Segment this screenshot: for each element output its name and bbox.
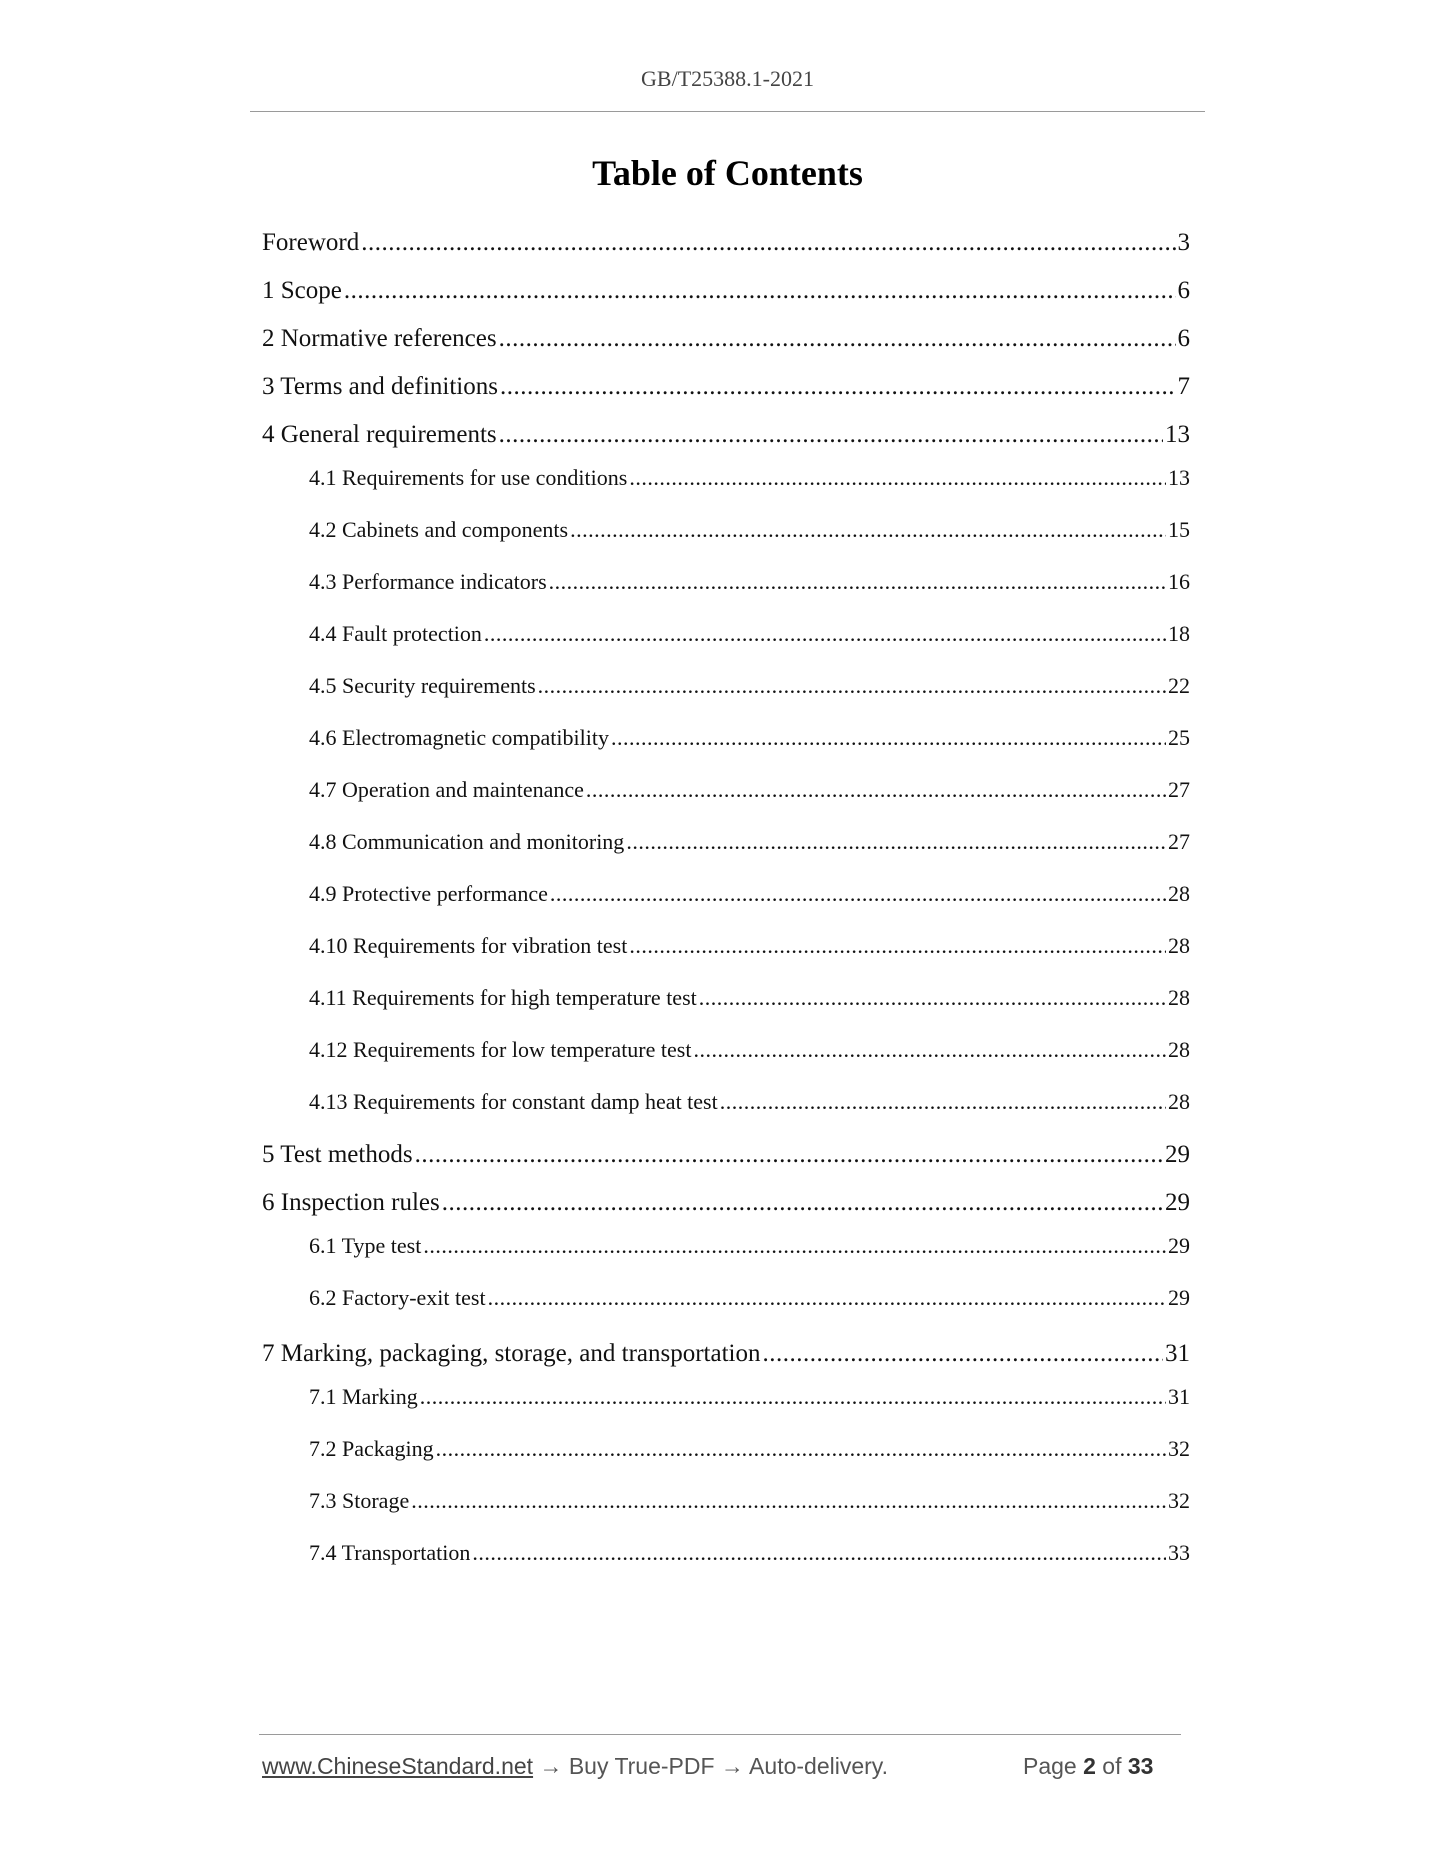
toc-entry-4-5[interactable] bbox=[309, 673, 1190, 699]
toc-entry-label: 1 Scope bbox=[262, 277, 342, 304]
toc-entry-foreword[interactable] bbox=[262, 229, 1190, 257]
dot-leader bbox=[415, 1141, 1163, 1169]
toc-entry-4-10[interactable] bbox=[309, 933, 1190, 959]
dot-leader bbox=[420, 1384, 1166, 1410]
toc-entry-page: 7 bbox=[1177, 373, 1190, 400]
dot-leader bbox=[693, 1037, 1166, 1063]
toc-entry-4-6[interactable] bbox=[309, 725, 1190, 751]
footer-divider bbox=[259, 1734, 1181, 1735]
toc-entry-label: 4.1 Requirements for use conditions bbox=[309, 465, 628, 490]
dot-leader bbox=[500, 373, 1176, 401]
toc-entry-page: 29 bbox=[1168, 1233, 1190, 1258]
toc-entry-label: 6.2 Factory-exit test bbox=[309, 1285, 486, 1310]
toc-entry-page: 3 bbox=[1177, 229, 1190, 256]
toc-entry-label: 4 General requirements bbox=[262, 421, 497, 448]
toc-entry-marking-packaging[interactable] bbox=[262, 1340, 1190, 1368]
toc-entry-page: 18 bbox=[1168, 621, 1190, 646]
toc-entry-page: 33 bbox=[1168, 1540, 1190, 1565]
toc-entry-7-3[interactable] bbox=[309, 1488, 1190, 1514]
toc-entry-label: Foreword bbox=[262, 229, 360, 256]
toc-entry-7-4[interactable] bbox=[309, 1540, 1190, 1566]
toc-entry-4-3[interactable] bbox=[309, 569, 1190, 595]
dot-leader bbox=[488, 1285, 1166, 1311]
dot-leader bbox=[629, 933, 1166, 959]
dot-leader bbox=[361, 229, 1175, 257]
page-footer bbox=[262, 1753, 1182, 1780]
toc-entry-4-11[interactable] bbox=[309, 985, 1190, 1011]
dot-leader bbox=[629, 465, 1166, 491]
toc-entry-label: 4.9 Protective performance bbox=[309, 881, 548, 906]
toc-entry-page: 32 bbox=[1168, 1436, 1190, 1461]
toc-entry-7-2[interactable] bbox=[309, 1436, 1190, 1462]
toc-entry-7-1[interactable] bbox=[309, 1384, 1190, 1410]
toc-entry-label: 2 Normative references bbox=[262, 325, 497, 352]
toc-entry-4-2[interactable] bbox=[309, 517, 1190, 543]
toc-entry-label: 4.11 Requirements for high temperature test bbox=[309, 985, 697, 1010]
dot-leader bbox=[762, 1340, 1163, 1368]
toc-entry-page: 32 bbox=[1168, 1488, 1190, 1513]
toc-entry-label: 4.6 Electromagnetic compatibility bbox=[309, 725, 609, 750]
dot-leader bbox=[570, 517, 1166, 543]
toc-entry-label: 6 Inspection rules bbox=[262, 1189, 440, 1216]
toc-entry-general-requirements[interactable] bbox=[262, 421, 1190, 449]
toc-entry-terms-and-definitions[interactable] bbox=[262, 373, 1190, 401]
dot-leader bbox=[436, 1436, 1166, 1462]
toc-entry-label: 7.3 Storage bbox=[309, 1488, 410, 1513]
toc-entry-4-8[interactable] bbox=[309, 829, 1190, 855]
website-link[interactable]: www.ChineseStandard.net bbox=[262, 1753, 534, 1779]
dot-leader bbox=[499, 421, 1163, 449]
toc-entry-label: 4.8 Communication and monitoring bbox=[309, 829, 625, 854]
toc-entry-4-1[interactable] bbox=[309, 465, 1190, 491]
toc-entry-scope[interactable] bbox=[262, 277, 1190, 305]
toc-entry-label: 7.2 Packaging bbox=[309, 1436, 434, 1461]
toc-entry-page: 29 bbox=[1165, 1189, 1190, 1216]
toc-entry-label: 4.7 Operation and maintenance bbox=[309, 777, 584, 802]
dot-leader bbox=[484, 621, 1166, 647]
toc-entry-label: 7 Marking, packaging, storage, and transportation bbox=[262, 1340, 761, 1367]
toc-entry-6-1[interactable] bbox=[309, 1233, 1190, 1259]
toc-entry-label: 4.12 Requirements for low temperature test bbox=[309, 1037, 692, 1062]
toc-entry-label: 4.2 Cabinets and components bbox=[309, 517, 569, 542]
toc-entry-page: 13 bbox=[1165, 421, 1190, 448]
toc-entry-page: 6 bbox=[1177, 325, 1190, 352]
toc-entry-page: 27 bbox=[1168, 777, 1190, 802]
toc-entry-page: 29 bbox=[1165, 1141, 1190, 1168]
dot-leader bbox=[423, 1233, 1166, 1259]
toc-entry-label: 4.13 Requirements for constant damp heat test bbox=[309, 1089, 718, 1114]
toc-entry-page: 16 bbox=[1168, 569, 1190, 594]
toc-entry-label: 4.10 Requirements for vibration test bbox=[309, 933, 628, 958]
dot-leader bbox=[626, 829, 1166, 855]
dot-leader bbox=[538, 673, 1166, 699]
dot-leader bbox=[499, 325, 1176, 353]
current-page-number: 2 bbox=[1083, 1753, 1096, 1779]
toc-entry-normative-references[interactable] bbox=[262, 325, 1190, 353]
dot-leader bbox=[550, 881, 1166, 907]
toc-entry-page: 28 bbox=[1168, 1089, 1190, 1114]
toc-entry-page: 31 bbox=[1168, 1384, 1190, 1409]
of-word: of bbox=[1102, 1753, 1122, 1779]
toc-entry-4-7[interactable] bbox=[309, 777, 1190, 803]
toc-entry-page: 22 bbox=[1168, 673, 1190, 698]
dot-leader bbox=[720, 1089, 1166, 1115]
toc-entry-label: 4.3 Performance indicators bbox=[309, 569, 547, 594]
toc-entry-page: 15 bbox=[1168, 517, 1190, 542]
toc-entry-page: 27 bbox=[1168, 829, 1190, 854]
toc-entry-label: 4.5 Security requirements bbox=[309, 673, 536, 698]
document-id-header: GB/T25388.1-2021 bbox=[641, 66, 814, 91]
toc-entry-label: 5 Test methods bbox=[262, 1141, 413, 1168]
total-page-count: 33 bbox=[1127, 1753, 1154, 1779]
toc-entry-page: 31 bbox=[1165, 1340, 1190, 1367]
toc-entry-4-4[interactable] bbox=[309, 621, 1190, 647]
toc-entry-page: 28 bbox=[1168, 985, 1190, 1010]
toc-entry-page: 6 bbox=[1177, 277, 1190, 304]
page-indicator bbox=[1023, 1753, 1153, 1780]
toc-entry-label: 7.1 Marking bbox=[309, 1384, 418, 1409]
dot-leader bbox=[586, 777, 1166, 803]
toc-entry-label: 7.4 Transportation bbox=[309, 1540, 471, 1565]
toc-entry-test-methods[interactable] bbox=[262, 1141, 1190, 1169]
toc-entry-page: 25 bbox=[1168, 725, 1190, 750]
toc-entry-label: 4.4 Fault protection bbox=[309, 621, 482, 646]
page-word: Page bbox=[1023, 1753, 1077, 1779]
toc-entry-label: 3 Terms and definitions bbox=[262, 373, 498, 400]
toc-entry-page: 28 bbox=[1168, 1037, 1190, 1062]
toc-entry-page: 13 bbox=[1168, 465, 1190, 490]
dot-leader bbox=[699, 985, 1166, 1011]
footer-promo-text: → Buy True-PDF → Auto-delivery. bbox=[533, 1753, 888, 1779]
toc-entry-inspection-rules[interactable] bbox=[262, 1189, 1190, 1217]
toc-entry-6-2[interactable] bbox=[309, 1285, 1190, 1311]
page-title: Table of Contents bbox=[592, 153, 863, 193]
dot-leader bbox=[442, 1189, 1163, 1217]
toc-entry-page: 28 bbox=[1168, 881, 1190, 906]
dot-leader bbox=[411, 1488, 1166, 1514]
header-divider bbox=[250, 111, 1205, 112]
toc-entry-4-13[interactable] bbox=[309, 1089, 1190, 1115]
toc-entry-page: 29 bbox=[1168, 1285, 1190, 1310]
toc-entry-4-12[interactable] bbox=[309, 1037, 1190, 1063]
dot-leader bbox=[344, 277, 1176, 305]
dot-leader bbox=[472, 1540, 1166, 1566]
toc-entry-4-9[interactable] bbox=[309, 881, 1190, 907]
dot-leader bbox=[611, 725, 1166, 751]
toc-entry-page: 28 bbox=[1168, 933, 1190, 958]
dot-leader bbox=[549, 569, 1166, 595]
toc-entry-label: 6.1 Type test bbox=[309, 1233, 422, 1258]
